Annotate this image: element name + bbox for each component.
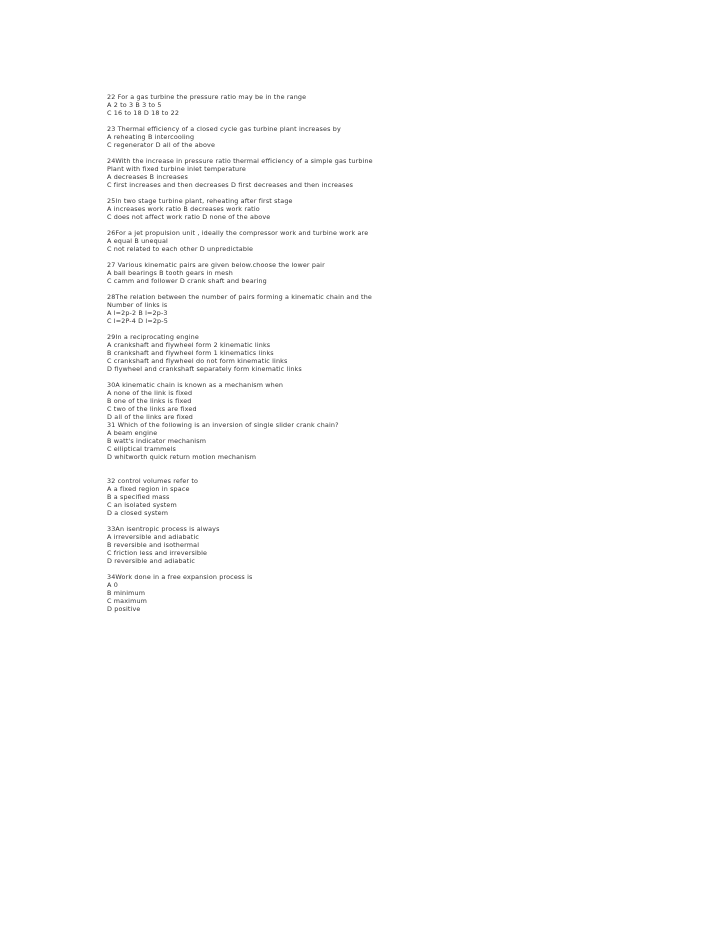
question-text: 30A kinematic chain is known as a mechanism when bbox=[107, 381, 284, 389]
option-line: A beam engine bbox=[107, 429, 158, 437]
question-28 bbox=[107, 293, 427, 325]
question-25 bbox=[107, 197, 427, 221]
option-line: C 16 to 18 D 18 to 22 bbox=[107, 109, 180, 117]
question-text: 26For a jet propulsion unit , ideally the compressor work and turbine work are bbox=[107, 229, 369, 237]
question-33 bbox=[107, 525, 427, 565]
option-line: B watt's indicator mechanism bbox=[107, 437, 207, 445]
question-text: 24With the increase in pressure ratio thermal efficiency of a simple gas turbine bbox=[107, 157, 373, 165]
option-line: A irreversible and adiabatic bbox=[107, 533, 200, 541]
question-31 bbox=[107, 421, 427, 461]
question-text: 33An isentropic process is always bbox=[107, 525, 220, 533]
question-text: Number of links is bbox=[107, 301, 168, 309]
question-29 bbox=[107, 333, 427, 373]
question-text: 27 Various kinematic pairs are given below.choose the lower pair bbox=[107, 261, 325, 269]
option-line: C two of the links are fixed bbox=[107, 405, 197, 413]
option-line: B a specified mass bbox=[107, 493, 170, 501]
question-text: 31 Which of the following is an inversion of single slider crank chain? bbox=[107, 421, 339, 429]
question-text: 22 For a gas turbine the pressure ratio may be in the range bbox=[107, 93, 307, 101]
option-line: A a fixed region in space bbox=[107, 485, 190, 493]
question-26 bbox=[107, 229, 427, 253]
question-text: Plant with fixed turbine inlet temperature bbox=[107, 165, 246, 173]
question-34 bbox=[107, 573, 427, 613]
option-line: A 0 bbox=[107, 581, 118, 589]
option-line: C an isolated system bbox=[107, 501, 177, 509]
option-line: D reversible and adiabatic bbox=[107, 557, 195, 565]
option-line: A 2 to 3 B 3 to 5 bbox=[107, 101, 162, 109]
option-line: C maximum bbox=[107, 597, 148, 605]
question-text: 29In a reciprocating engine bbox=[107, 333, 199, 341]
question-30 bbox=[107, 381, 427, 421]
option-line: C camm and follower D crank shaft and bearing bbox=[107, 277, 267, 285]
option-line: B crankshaft and flywheel form 1 kinematics links bbox=[107, 349, 274, 357]
question-23 bbox=[107, 125, 427, 149]
option-line: A decreases B increases bbox=[107, 173, 188, 181]
option-line: C not related to each other D unpredictable bbox=[107, 245, 254, 253]
option-line: B minimum bbox=[107, 589, 146, 597]
question-text: 28The relation between the number of pairs forming a kinematic chain and the bbox=[107, 293, 372, 301]
option-line: D all of the links are fixed bbox=[107, 413, 193, 421]
question-text: 32 control volumes refer to bbox=[107, 477, 199, 485]
option-line: D flywheel and crankshaft separately form kinematic links bbox=[107, 365, 302, 373]
option-line: A ball bearings B tooth gears in mesh bbox=[107, 269, 233, 277]
option-line: C elliptical trammels bbox=[107, 445, 177, 453]
question-list bbox=[107, 93, 427, 621]
option-line: B one of the links is fixed bbox=[107, 397, 192, 405]
option-line: C friction less and irreversible bbox=[107, 549, 208, 557]
option-line: C first increases and then decreases D first decreases and then increases bbox=[107, 181, 354, 189]
option-line: C does not affect work ratio D none of the above bbox=[107, 213, 271, 221]
question-text: 25In two stage turbine plant, reheating after first stage bbox=[107, 197, 293, 205]
question-22 bbox=[107, 93, 427, 117]
option-line: C crankshaft and flywheel do not form kinematic links bbox=[107, 357, 288, 365]
option-line: A reheating B intercooling bbox=[107, 133, 195, 141]
question-text: 34Work done in a free expansion process is bbox=[107, 573, 253, 581]
question-24 bbox=[107, 157, 427, 189]
option-line: D whitworth quick return motion mechanism bbox=[107, 453, 257, 461]
option-line: C l=2P-4 D l=2p-5 bbox=[107, 317, 168, 325]
option-line: C regenerator D all of the above bbox=[107, 141, 216, 149]
option-line: A crankshaft and flywheel form 2 kinematic links bbox=[107, 341, 271, 349]
question-text: 23 Thermal efficiency of a closed cycle gas turbine plant increases by bbox=[107, 125, 341, 133]
option-line: A equal B unequal bbox=[107, 237, 168, 245]
option-line: D a closed system bbox=[107, 509, 169, 517]
question-27 bbox=[107, 261, 427, 285]
question-32 bbox=[107, 477, 427, 517]
option-line: A l=2p-2 B l=2p-3 bbox=[107, 309, 168, 317]
option-line: D positive bbox=[107, 605, 141, 613]
option-line: A none of the link is fixed bbox=[107, 389, 193, 397]
option-line: B reversible and isothermal bbox=[107, 541, 200, 549]
option-line: A increases work ratio B decreases work ratio bbox=[107, 205, 260, 213]
